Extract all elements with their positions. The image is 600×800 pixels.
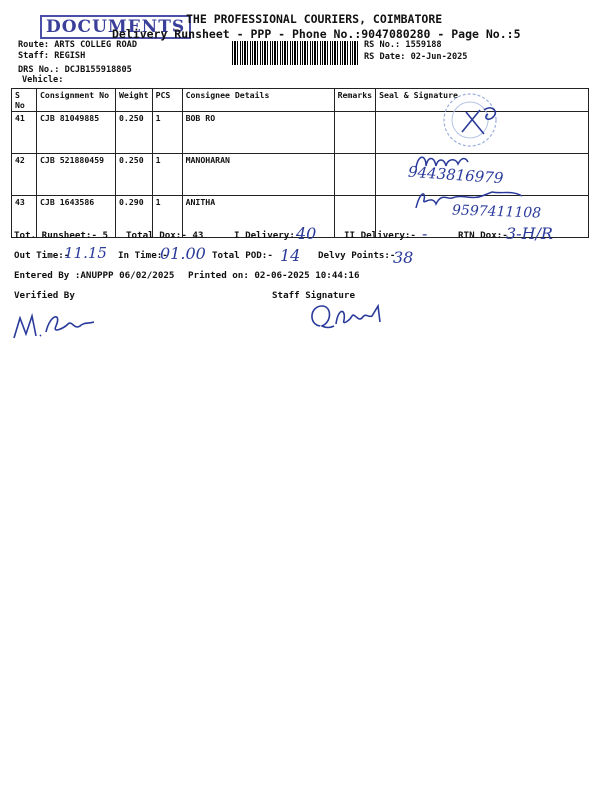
cell-weight: 0.290 [116,196,153,238]
delvy-points-value: 38 [393,248,414,267]
cell-sno: 43 [12,196,37,238]
handwritten-phone-1: 9443816979 [407,162,504,188]
verified-signature [10,306,100,344]
rs-number: RS No.: 1559188 [364,40,442,50]
rtn-dox-value: 3-H/R [506,224,553,243]
drs-number: DRS No.: DCJB155918805 [18,65,132,75]
col-remarks: Remarks [334,89,376,112]
delvy-points-label: Delvy Points:- [318,250,396,261]
cell-weight: 0.250 [116,112,153,154]
col-weight: Weight [116,89,153,112]
staff-label: Staff: REGISH [18,51,86,61]
cell-pcs: 1 [152,112,182,154]
cell-consignment: CJB 521880459 [37,154,116,196]
rtn-dox-label: RTN Dox:- [458,230,508,241]
staff-signature-label: Staff Signature [272,290,355,301]
col-sno: S No [12,89,37,112]
tot-runsheet: Tot. Runsheet:- 5 [14,230,109,241]
col-seal-signature: Seal & Signature [376,89,589,112]
barcode [232,41,360,65]
cell-sno: 41 [12,112,37,154]
cell-consignment: CJB 81049885 [37,112,116,154]
printed-on: Printed on: 02-06-2025 10:44:16 [188,270,360,281]
out-time-label: Out Time:- [14,250,70,261]
in-time-label: In Time:- [118,250,168,261]
staff-signature [306,302,390,332]
vehicle-label: Vehicle: [22,75,64,85]
total-pod-label: Total POD:- [212,250,273,261]
col-consignment: Consignment No [37,89,116,112]
entered-by: Entered By :ANUPPP 06/02/2025 [14,270,175,281]
seal-signature-1 [458,104,508,140]
i-delivery-label: I Delivery:- [234,230,301,241]
total-dox: Total Dox:- 43 [126,230,204,241]
ii-delivery-value: - [422,224,428,243]
company-title: THE PROFESSIONAL COURIERS, COIMBATORE [186,12,443,26]
cell-consignee: MANOHARAN [182,154,334,196]
in-time-value: 01.00 [160,244,206,263]
verified-by-label: Verified By [14,290,75,301]
ii-delivery-label: II Delivery:- [344,230,416,241]
out-time-value: 11.15 [64,244,107,262]
cell-pcs: 1 [152,154,182,196]
col-pcs: PCS [152,89,182,112]
cell-consignee: BOB RO [182,112,334,154]
cell-weight: 0.250 [116,154,153,196]
documents-stamp: DOCUMENTS [40,15,191,39]
cell-pcs: 1 [152,196,182,238]
handwritten-phone-2: 9597411108 [451,202,542,222]
i-delivery-value: 40 [296,224,317,243]
cell-remarks [334,112,376,154]
cell-sno: 42 [12,154,37,196]
runsheet-subtitle: Delivery Runsheet - PPP - Phone No.:9047080280 - Page No.:5 [112,27,521,41]
cell-consignee: ANITHA [182,196,334,238]
cell-remarks [334,154,376,196]
cell-consignment: CJB 1643586 [37,196,116,238]
route-label: Route: ARTS COLLEG ROAD [18,40,137,50]
rs-date: RS Date: 02-Jun-2025 [364,52,468,62]
total-pod-value: 14 [280,246,301,265]
col-consignee: Consignee Details [182,89,334,112]
